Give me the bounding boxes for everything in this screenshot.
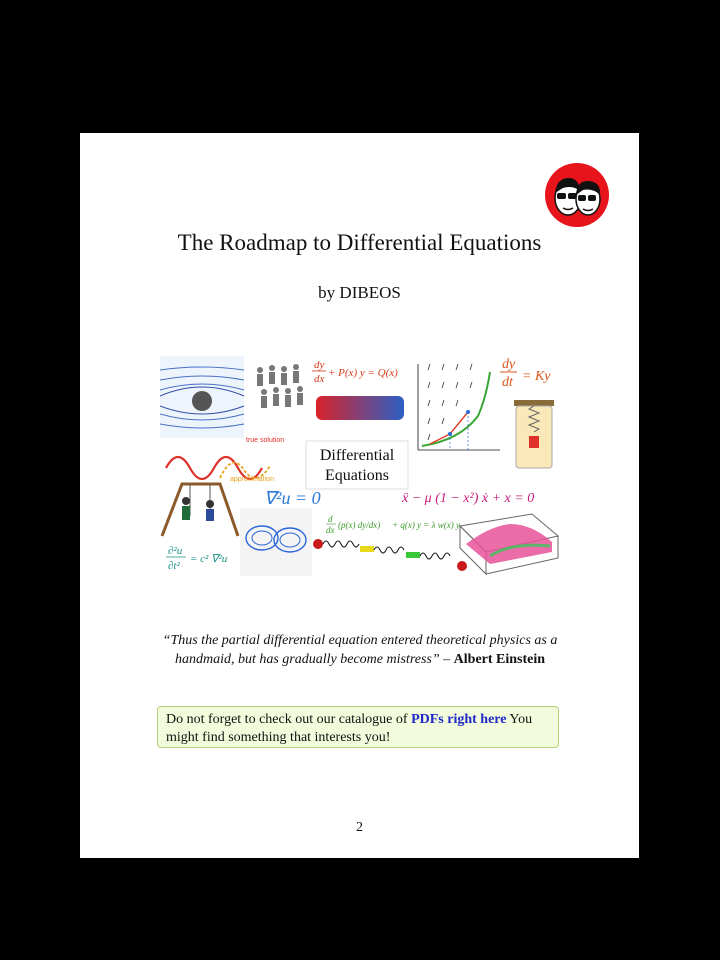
wave-equation: [166, 545, 228, 572]
linear-ode-equation: [312, 359, 398, 385]
exponential-growth-equation: [500, 357, 551, 390]
svg-text:dx: dx: [326, 525, 335, 535]
svg-text:Equations: Equations: [325, 467, 389, 484]
svg-text:= Ky: = Ky: [522, 369, 551, 384]
svg-text:true solution: true solution: [246, 437, 285, 444]
svg-text:d: d: [328, 514, 333, 524]
document-page: [80, 133, 639, 858]
equations-collage: [160, 356, 565, 608]
flow-around-cylinder-image: [160, 356, 244, 438]
svg-text:(p(x) dy/dx): (p(x) dy/dx): [338, 520, 381, 530]
notice-text-before: Do not forget to check out our catalogue of: [166, 712, 412, 727]
svg-text:= c² ∇²u: = c² ∇²u: [190, 553, 228, 565]
svg-text:dt: dt: [502, 375, 513, 390]
svg-text:dx: dx: [314, 373, 325, 385]
slope-field-euler-image: [418, 364, 500, 450]
svg-text:dy: dy: [502, 357, 516, 372]
pdfs-catalogue-link[interactable]: PDFs right here: [411, 712, 507, 727]
svg-text:+ P(x) y = Q(x): + P(x) y = Q(x): [328, 367, 398, 379]
collage-svg: [160, 356, 565, 608]
laplace-equation: ∇²u = 0: [264, 488, 321, 508]
catalogue-notice-box: [157, 706, 559, 748]
quote-author: Albert Einstein: [453, 652, 546, 667]
spring-mass-chain-image: [313, 539, 467, 571]
swing-children-image: [162, 484, 238, 536]
dibeos-logo: [545, 163, 609, 227]
notice-text-after: You might find something that interests you!: [166, 712, 533, 745]
sturm-liouville-equation: [326, 514, 460, 535]
einstein-quote: [150, 631, 570, 669]
differential-equations-label-box: [306, 441, 408, 489]
svg-text:+ q(x) y = λ w(x) y: + q(x) y = λ w(x) y: [392, 520, 461, 530]
svg-text:Differential: Differential: [319, 447, 395, 464]
quote-text: “Thus the partial differential equation entered theoretical physics as a handmaid, but has gradually become mistress”: [162, 633, 558, 667]
van-der-pol-equation: ẍ − μ (1 − x²) ẋ + x = 0: [402, 491, 535, 506]
heated-rod-image: [316, 396, 404, 420]
page-title: The Roadmap to Differential Equations: [177, 230, 542, 255]
page-number: 2: [356, 820, 363, 835]
dibeos-faces-icon: [545, 163, 609, 227]
svg-text:approximation: approximation: [230, 476, 274, 483]
crowd-image: [257, 364, 303, 408]
svg-text:∂t²: ∂t²: [168, 560, 180, 572]
quote-dash: –: [439, 652, 454, 667]
lorenz-attractor-image: [240, 508, 312, 576]
byline: by DIBEOS: [318, 283, 401, 302]
svg-text:dy: dy: [314, 359, 325, 371]
damped-spring-jar-image: [514, 400, 554, 468]
3d-surface-plot-image: [460, 514, 558, 574]
svg-text:∂²u: ∂²u: [168, 545, 183, 557]
true-solution-approximation-plot: [166, 437, 284, 483]
